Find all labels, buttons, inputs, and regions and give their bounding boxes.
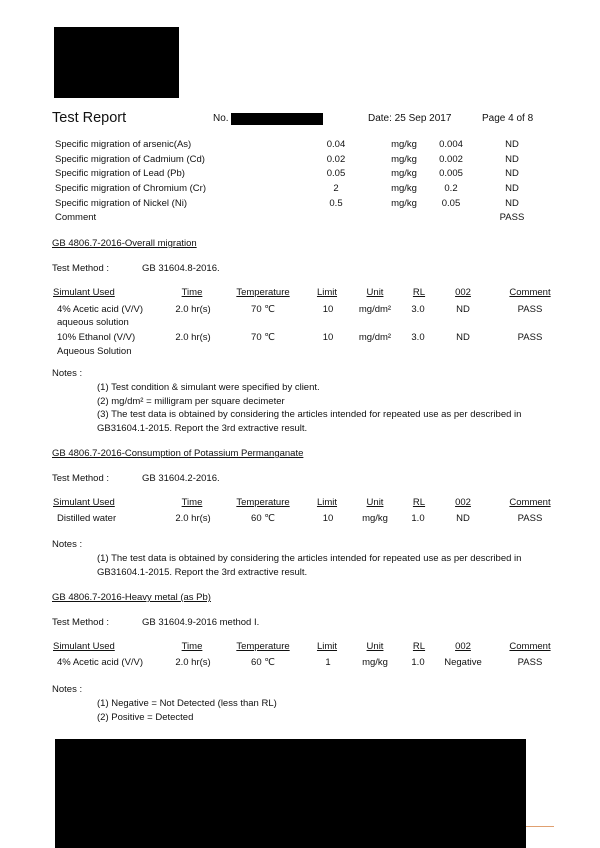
rl-value: 0.002 [439,154,463,165]
unit-value: mg/kg [362,657,388,668]
rl-value: 0.005 [439,168,463,179]
test-item-name: Specific migration of Nickel (Ni) [55,198,187,209]
test-item-name: Specific migration of Cadmium (Cd) [55,154,205,165]
note-line: (2) mg/dm² = milligram per square decimeter [97,396,285,407]
simulant-value-line2: aqueous solution [57,317,129,328]
col-simulant: Simulant Used [53,641,115,652]
time-value: 2.0 hr(s) [175,657,211,668]
test-method-label: Test Method : [52,263,110,274]
temperature-value: 70 ℃ [251,332,275,343]
col-simulant: Simulant Used [53,497,115,508]
col-rl: RL [412,497,426,508]
note-line: (1) The test data is obtained by considering the articles intended for repeated use as per described in [97,553,522,564]
result-value: ND [505,183,519,194]
unit-value: mg/dm² [358,304,392,315]
col-temperature: Temperature [236,641,290,652]
unit-value: mg/kg [391,154,417,165]
limit-value: 0.04 [326,139,346,150]
temperature-value: 70 ℃ [251,304,275,315]
limit-value: 10 [322,513,334,524]
rl-value: 1.0 [411,513,425,524]
test-method-label: Test Method : [52,473,110,484]
limit-value: 0.02 [326,154,346,165]
report-title: Test Report [52,110,127,126]
result-value: ND [505,168,519,179]
col-unit: Unit [366,641,384,652]
comment-value: PASS [517,332,543,343]
col-simulant: Simulant Used [53,287,115,298]
simulant-value: 4% Acetic acid (V/V) [57,657,144,668]
footer-divider [526,826,554,827]
redacted-footer [55,739,526,848]
result-value: ND [456,513,470,524]
rl-value: 0.2 [444,183,458,194]
test-method-value: GB 31604.2-2016. [142,473,220,484]
col-time: Time [181,641,203,652]
rl-value: 0.004 [439,139,463,150]
test-method-value: GB 31604.9-2016 method I. [142,617,260,628]
col-temperature: Temperature [236,497,290,508]
note-line: (1) Test condition & simulant were specified by client. [97,382,320,393]
col-sample: 002 [455,641,471,652]
notes-label: Notes : [52,368,83,379]
unit-value: mg/kg [391,183,417,194]
redacted-report-number [231,113,323,125]
col-limit: Limit [316,497,338,508]
notes-label: Notes : [52,539,83,550]
unit-value: mg/dm² [358,332,392,343]
unit-value: mg/kg [362,513,388,524]
time-value: 2.0 hr(s) [175,332,211,343]
section-heading-heavy-metal: GB 4806.7-2016-Heavy metal (as Pb) [52,592,211,603]
comment-value: PASS [517,657,543,668]
test-item-name: Specific migration of arsenic(As) [55,139,192,150]
temperature-value: 60 ℃ [251,513,275,524]
simulant-value-line2: Aqueous Solution [57,346,132,357]
limit-value: 1 [325,657,331,668]
limit-value: 10 [322,304,334,315]
col-comment: Comment [509,641,551,652]
comment-label: Comment [55,212,97,223]
test-method-value: GB 31604.8-2016. [142,263,220,274]
unit-value: mg/kg [391,168,417,179]
report-number-label: No. [213,113,229,124]
comment-value: PASS [517,513,543,524]
rl-value: 1.0 [411,657,425,668]
test-method-label: Test Method : [52,617,110,628]
result-value: ND [456,304,470,315]
simulant-value: Distilled water [57,513,117,524]
time-value: 2.0 hr(s) [175,304,211,315]
comment-value: PASS [517,304,543,315]
redacted-logo [54,27,179,98]
result-value: Negative [444,657,482,668]
note-line: (2) Positive = Detected [97,712,194,723]
unit-value: mg/kg [391,139,417,150]
col-comment: Comment [509,287,551,298]
col-unit: Unit [366,287,384,298]
note-line: (1) Negative = Not Detected (less than RL) [97,698,277,709]
rl-value: 3.0 [411,304,425,315]
section-heading-potassium-permanganate: GB 4806.7-2016-Consumption of Potassium Permanganate [52,448,304,459]
col-rl: RL [412,641,426,652]
report-date: Date: 25 Sep 2017 [368,113,452,124]
col-comment: Comment [509,497,551,508]
result-value: ND [505,139,519,150]
simulant-value: 10% Ethanol (V/V) [57,332,136,343]
col-limit: Limit [316,287,338,298]
result-value: ND [505,154,519,165]
comment-value: PASS [499,212,525,223]
col-sample: 002 [455,287,471,298]
test-item-name: Specific migration of Chromium (Cr) [55,183,206,194]
rl-value: 0.05 [441,198,461,209]
col-time: Time [181,497,203,508]
limit-value: 2 [333,183,339,194]
simulant-value: 4% Acetic acid (V/V) [57,304,144,315]
note-line: (3) The test data is obtained by considering the articles intended for repeated use as per described in [97,409,522,420]
col-time: Time [181,287,203,298]
limit-value: 10 [322,332,334,343]
col-limit: Limit [316,641,338,652]
limit-value: 0.05 [326,168,346,179]
test-item-name: Specific migration of Lead (Pb) [55,168,185,179]
section-heading-overall-migration: GB 4806.7-2016-Overall migration [52,238,197,249]
col-sample: 002 [455,497,471,508]
note-line: GB31604.1-2015. Report the 3rd extractive result. [97,567,308,578]
col-temperature: Temperature [236,287,290,298]
temperature-value: 60 ℃ [251,657,275,668]
col-rl: RL [412,287,426,298]
rl-value: 3.0 [411,332,425,343]
unit-value: mg/kg [391,198,417,209]
result-value: ND [505,198,519,209]
note-line: GB31604.1-2015. Report the 3rd extractive result. [97,423,308,434]
page-number: Page 4 of 8 [482,113,534,124]
notes-label: Notes : [52,684,83,695]
result-value: ND [456,332,470,343]
limit-value: 0.5 [329,198,343,209]
col-unit: Unit [366,497,384,508]
time-value: 2.0 hr(s) [175,513,211,524]
